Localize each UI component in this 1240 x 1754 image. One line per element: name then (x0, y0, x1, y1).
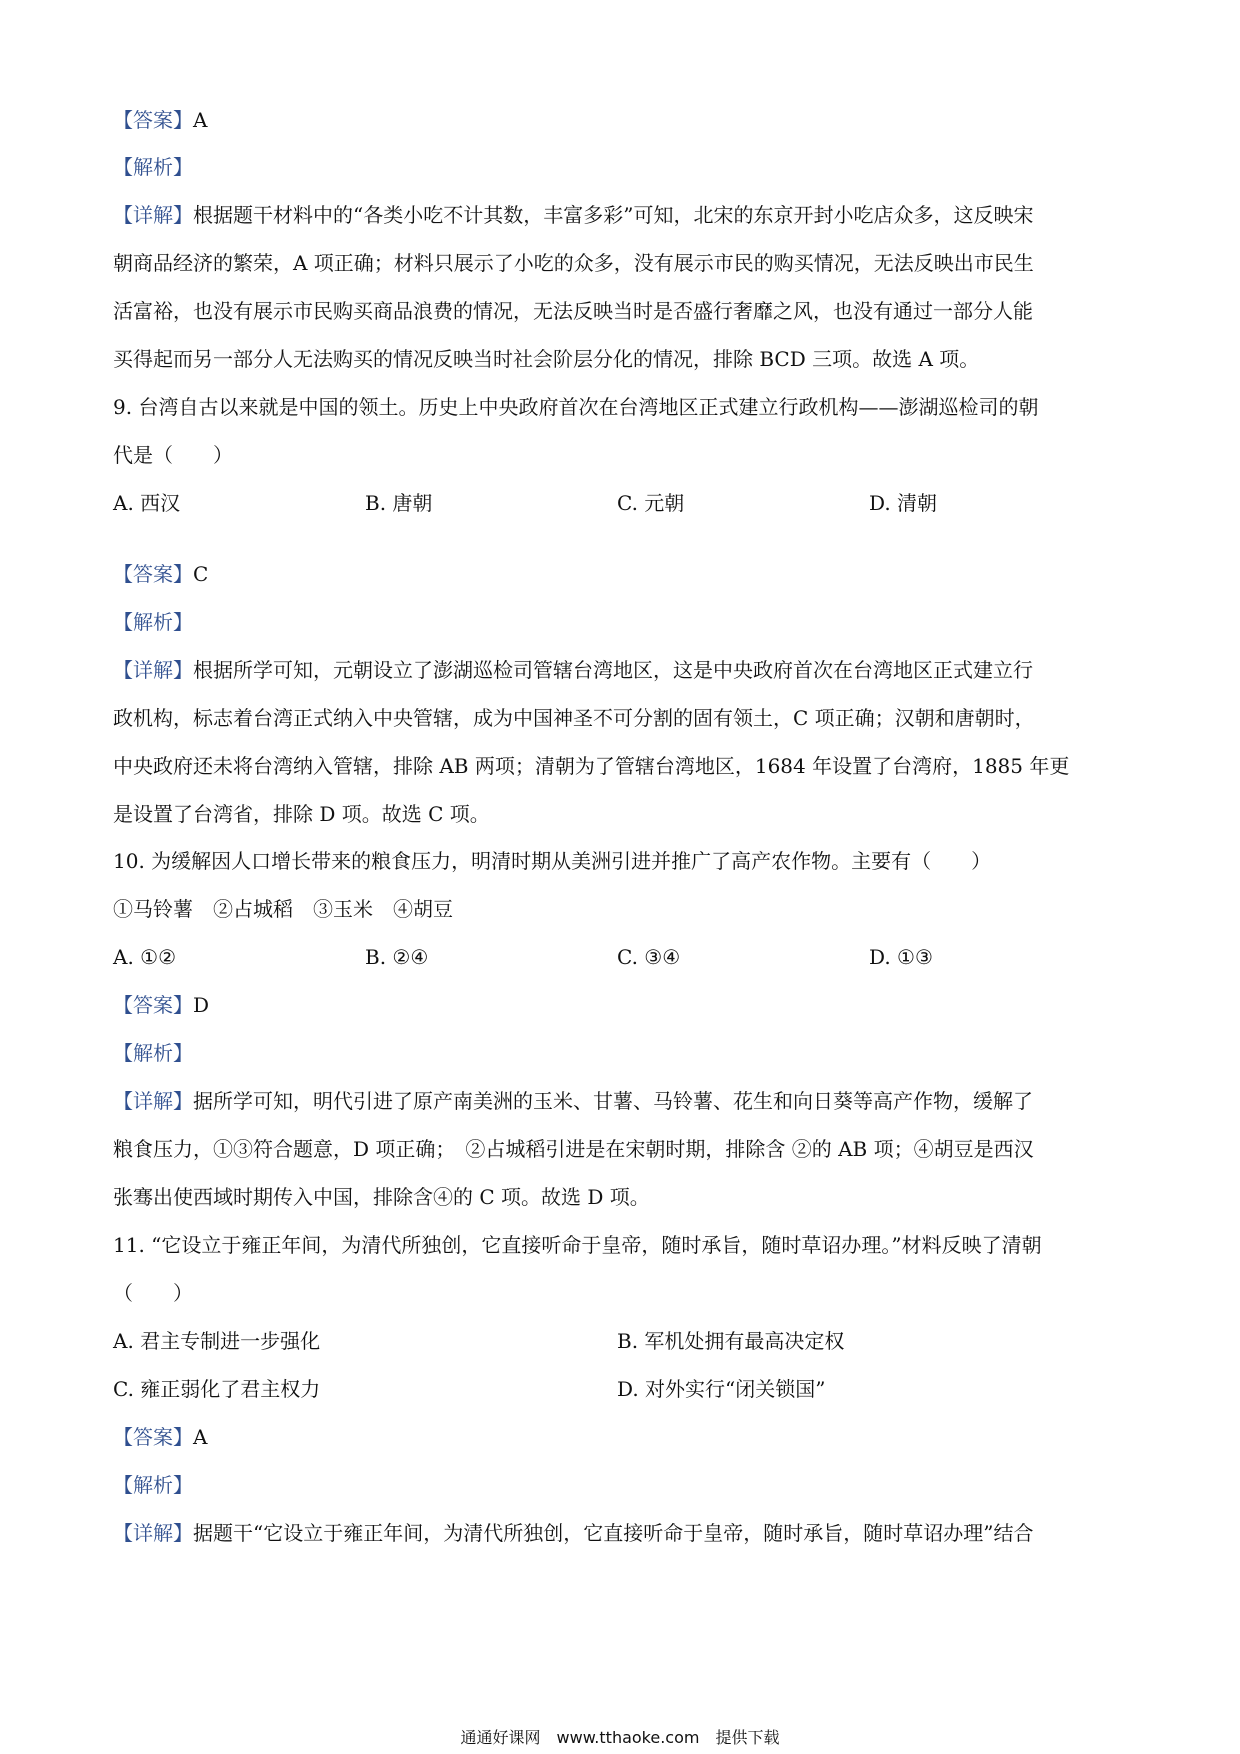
q9-option-d: D. 清朝 (869, 491, 938, 515)
q8-analysis-label: 【解析】 (113, 155, 193, 179)
q9-option-a: A. 西汉 (113, 491, 181, 515)
q11-answer: 【答案】A (113, 1425, 208, 1449)
q8-detail-4: 买得起而另一部分人无法购买的情况反映当时社会阶层分化的情况，排除 BCD 三项。故选 A 项。 (113, 347, 980, 371)
q10-option-c: C. ③④ (617, 945, 681, 969)
q11-option-b: B. 军机处拥有最高决定权 (617, 1329, 845, 1353)
q9-detail-4: 是设置了台湾省，排除 D 项。故选 C 项。 (113, 802, 490, 826)
q9-option-c: C. 元朝 (617, 491, 685, 515)
q8-detail-1: 【详解】根据题干材料中的“各类小吃不计其数，丰富多彩”可知，北宋的东京开封小吃店众多，这反映宋 (113, 203, 1034, 227)
q11-option-a: A. 君主专制进一步强化 (113, 1329, 321, 1353)
q11-stem-2: （ ） (113, 1281, 193, 1305)
q9-analysis-label: 【解析】 (113, 610, 193, 634)
q9-option-b: B. 唐朝 (365, 491, 433, 515)
q11-option-d: D. 对外实行“闭关锁国” (617, 1377, 826, 1401)
q10-analysis-label: 【解析】 (113, 1041, 193, 1065)
q9-answer: 【答案】C (113, 562, 209, 586)
q9-stem-1: 9. 台湾自古以来就是中国的领土。历史上中央政府首次在台湾地区正式建立行政机构——澎湖巡检司的朝 (113, 395, 1039, 419)
q10-stem-1: 10. 为缓解因人口增长带来的粮食压力，明清时期从美洲引进并推广了高产农作物。主要有（ ） (113, 849, 992, 873)
q11-stem-1: 11. “它设立于雍正年间，为清代所独创，它直接听命于皇帝，随时承旨，随时草诏办理。”材料反映了清朝 (113, 1233, 1042, 1257)
q10-option-a: A. ①② (113, 945, 177, 969)
q10-option-d: D. ①③ (869, 945, 933, 969)
q8-detail-2: 朝商品经济的繁荣，A 项正确；材料只展示了小吃的众多，没有展示市民的购买情况，无法反映出市民生 (113, 251, 1034, 275)
q11-analysis-label: 【解析】 (113, 1473, 193, 1497)
q10-detail-2: 粮食压力，①③符合题意，D 项正确； ②占城稻引进是在宋朝时期，排除含 ②的 AB 项；④胡豆是西汉 (113, 1137, 1034, 1161)
q10-option-b: B. ②④ (365, 945, 429, 969)
q10-answer: 【答案】D (113, 993, 210, 1017)
q9-stem-2: 代是（ ） (113, 443, 233, 467)
q10-detail-1: 【详解】据所学可知，明代引进了原产南美洲的玉米、甘薯、马铃薯、花生和向日葵等高产作物，缓解了 (113, 1089, 1033, 1113)
q9-detail-3: 中央政府还未将台湾纳入管辖，排除 AB 两项；清朝为了管辖台湾地区，1684 年设置了台湾府，1885 年更 (113, 754, 1070, 778)
q9-detail-2: 政机构，标志着台湾正式纳入中央管辖，成为中国神圣不可分割的固有领土，C 项正确；汉朝和唐朝时， (113, 706, 1035, 730)
q11-detail-1: 【详解】据题干“它设立于雍正年间，为清代所独创，它直接听命于皇帝，随时承旨，随时草诏办理”结合 (113, 1521, 1034, 1545)
q11-option-c: C. 雍正弱化了君主权力 (113, 1377, 321, 1401)
q8-detail-3: 活富裕，也没有展示市民购买商品浪费的情况，无法反映当时是否盛行奢靡之风，也没有通过一部分人能 (113, 299, 1033, 323)
q10-detail-3: 张骞出使西域时期传入中国，排除含④的 C 项。故选 D 项。 (113, 1185, 650, 1209)
q10-stem-2: ①马铃薯 ②占城稻 ③玉米 ④胡豆 (113, 897, 453, 921)
page-footer: 通通好课网 www.tthaoke.com 提供下载 (460, 1728, 780, 1747)
q9-detail-1: 【详解】根据所学可知，元朝设立了澎湖巡检司管辖台湾地区，这是中央政府首次在台湾地区正式建立行 (113, 658, 1033, 682)
q8-answer: 【答案】A (113, 108, 208, 132)
